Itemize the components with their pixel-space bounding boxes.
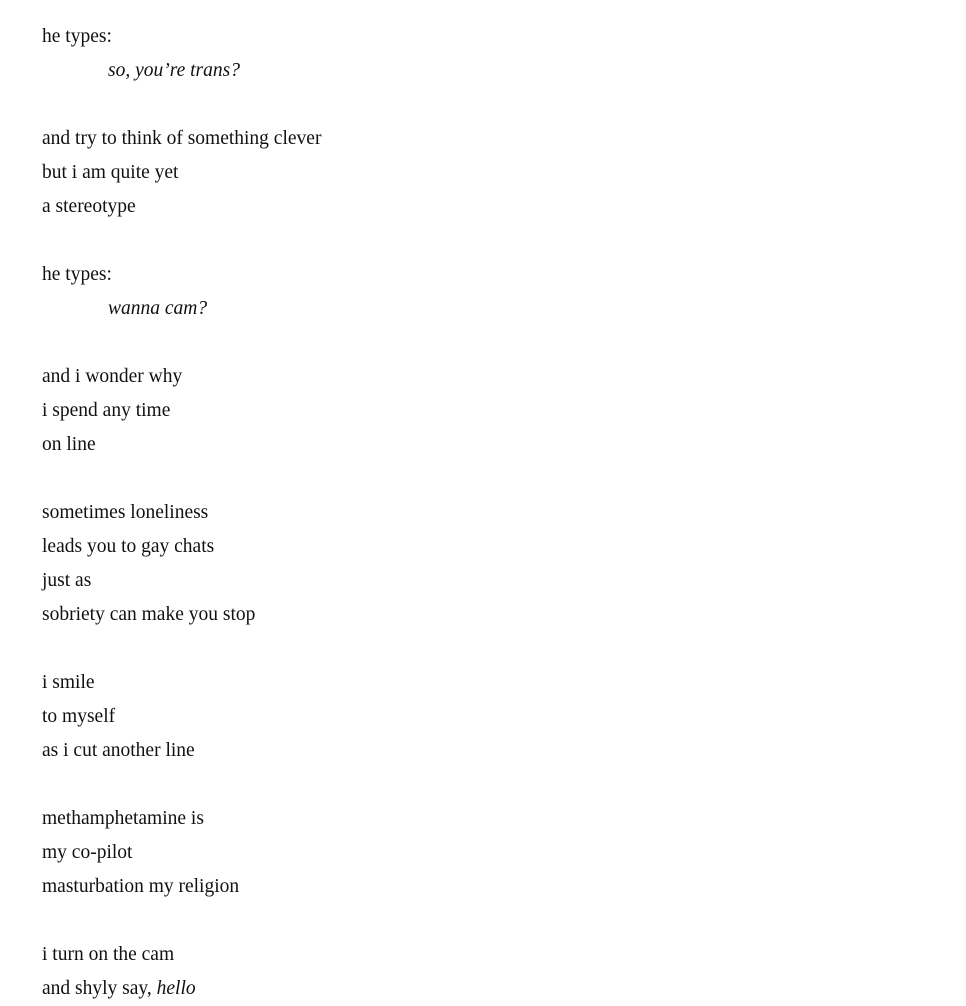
poem-line: leads you to gay chats	[42, 536, 215, 557]
poem-line: on line	[42, 434, 96, 455]
poem-line: as i cut another line	[42, 740, 195, 761]
poem-line	[42, 972, 321, 1006]
poem-line-chat-message: wanna cam?	[108, 298, 208, 319]
poem-line: i spend any time	[42, 400, 171, 421]
stanza-break	[42, 904, 321, 938]
poem-text	[42, 20, 321, 1006]
poem-line: just as	[42, 570, 92, 591]
poem-line-plain-part: and shyly say,	[42, 978, 157, 999]
poem-line-italic-word: hello	[156, 978, 196, 999]
poem-line: masturbation my religion	[42, 876, 240, 897]
poem-line: but i am quite yet	[42, 162, 179, 183]
stanza-break	[42, 768, 321, 802]
poem-line: he types:	[42, 26, 112, 47]
poem-line: and try to think of something clever	[42, 128, 322, 149]
poem-line: and i wonder why	[42, 366, 183, 387]
poem-line: sobriety can make you stop	[42, 604, 256, 625]
poem-line: a stereotype	[42, 196, 136, 217]
poem-line: he types:	[42, 264, 112, 285]
stanza-break	[42, 224, 321, 258]
stanza-break	[42, 88, 321, 122]
poem-line: sometimes loneliness	[42, 502, 209, 523]
stanza-break	[42, 326, 321, 360]
poem-line-chat-message: so, you’re trans?	[108, 60, 240, 81]
poem-line: to myself	[42, 706, 116, 727]
stanza-break	[42, 632, 321, 666]
poem-line: methamphetamine is	[42, 808, 204, 829]
poem-line: i smile	[42, 672, 95, 693]
stanza-break	[42, 462, 321, 496]
poem-line: my co-pilot	[42, 842, 133, 863]
poem-line: i turn on the cam	[42, 944, 175, 965]
